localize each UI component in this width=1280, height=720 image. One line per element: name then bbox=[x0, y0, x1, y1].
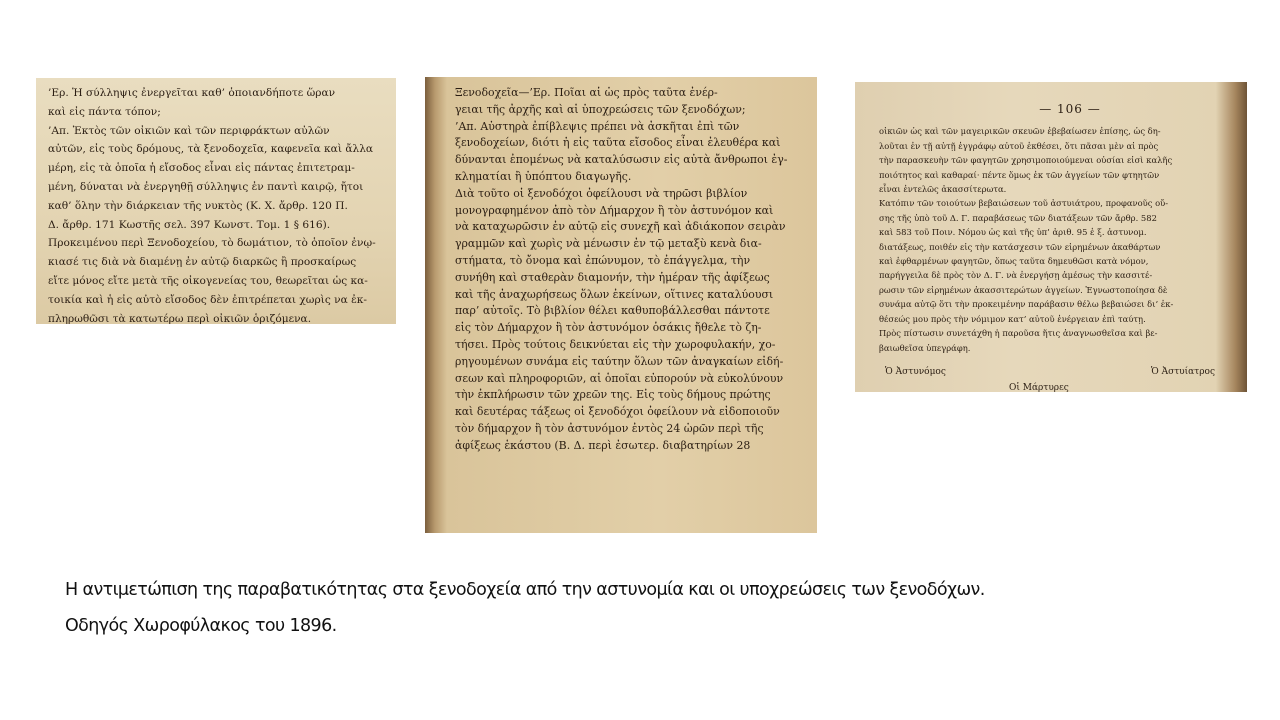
text-line: παρήγγειλα δὲ πρὸς τὸν Δ. Γ. νὰ ἐνεργήσῃ ἀμέσως τὴν κασσιτέ- bbox=[879, 270, 1153, 281]
text-line: κιασέ τις διὰ νὰ διαμένῃ ἐν αὐτῷ διαρκῶς ἢ προσκαίρως bbox=[48, 256, 357, 269]
text-line: εἴτε μόνος εἴτε μετὰ τῆς οἰκογενείας του, θεωρεῖται ὡς κα- bbox=[48, 274, 368, 287]
text-line: μονογραφημένον ἀπὸ τὸν Δήμαρχον ἢ τὸν ἀστυνόμον καὶ bbox=[455, 203, 774, 217]
text-line: ποιότητος καὶ καθαραί· πέντε ὅμως ἐκ τῶν ἀγγείων τῶν φτηητῶν bbox=[879, 169, 1160, 180]
text-line: πληρωθῶσι τὰ κατωτέρω περὶ οἰκιῶν ὁριζόμενα. bbox=[48, 312, 312, 324]
text-line: καὶ δευτέρας τάξεως οἱ ξενοδόχοι ὀφείλουν νὰ εἰδοποιοῦν bbox=[455, 405, 780, 419]
text-line: καὶ 583 τοῦ Ποιν. Νόμου ὡς καὶ τῆς ὑπ’ ἀριθ. 95 ἐ ξ. ἀστυνομ. bbox=[879, 227, 1147, 238]
text-line: εἰς τὸν Δήμαρχον ἢ τὸν ἀστυνόμον ὁσάκις ἤθελε τὸ ζη- bbox=[455, 321, 762, 335]
text-line: συνάμα αὐτῷ ὅτι τὴν προκειμένην παράβασιν θέλω βεβαιώσει δι’ ἐκ- bbox=[879, 299, 1174, 310]
signature-block bbox=[879, 361, 1221, 392]
text-line: Δ. ἄρθρ. 171 Κωστῆς σελ. 397 Κωνστ. Τομ. 1 § 616). bbox=[48, 218, 331, 231]
page-number: — 106 — bbox=[1039, 102, 1101, 116]
text-line: παρ’ αὐτοῖς. Τὸ βιβλίον θέλει καθυποβάλλεσθαι πάντοτε bbox=[455, 304, 770, 318]
text-line: διατάξεως, ποιθέν εἰς τὴν κατάσχεσιν τῶν εἰρημένων ἀκαθάρτων bbox=[879, 241, 1161, 252]
caption-line-2: Οδηγός Χωροφύλακος του 1896. bbox=[65, 616, 337, 636]
text-line: καὶ εἰς πάντα τόπον; bbox=[48, 105, 161, 118]
text-line: καὶ τῆς ἀναχωρήσεως ὅλων ἐκείνων, οἵτινες καταλύουσι bbox=[455, 287, 774, 301]
text-line: δύνανται ἐπομένως νὰ καταλύσωσιν εἰς αὐτὰ ἄνθρωποι ἐγ- bbox=[455, 153, 788, 167]
text-line: Διὰ τοῦτο οἱ ξενοδόχοι ὀφείλουσι νὰ τηρῶσι βιβλίον bbox=[455, 186, 748, 200]
text-line: Ξενοδοχεῖα—’Ερ. Ποῖαι αἱ ὡς πρὸς ταῦτα ἐνέρ- bbox=[455, 86, 718, 99]
text-line: Πρὸς πίστωσιν συνετάχθη ἡ παροῦσα ἥτις ἀναγνωσθεῖσα καὶ βε- bbox=[879, 328, 1158, 339]
text-line: Κατόπιν τῶν τοιούτων βεβαιώσεων τοῦ ἀστυιάτρου, προφανοῦς οὔ- bbox=[879, 198, 1169, 209]
text-line: σης τῆς ὑπὸ τοῦ Δ. Γ. παραβάσεως τῶν διατάξεων τῶν ἄρθρ. 582 bbox=[879, 212, 1157, 223]
text-line: τοικία καὶ ἡ εἰς αὐτὸ εἴσοδος δὲν ἐπιτρέπεται χωρὶς να ἐκ- bbox=[48, 293, 367, 306]
scan-image-middle bbox=[425, 77, 817, 533]
text-line: εἶναι ἐντελῶς ἀκασσίτερωτα. bbox=[879, 184, 1007, 195]
scan-image-left bbox=[36, 78, 396, 324]
text-line: αὐτῶν, εἰς τοὺς δρόμους, τὰ ξενοδοχεῖα, καφενεῖα καὶ ἄλλα bbox=[48, 143, 374, 156]
text-line: στήματα, τὸ ὄνομα καὶ ἐπώνυμον, τὸ ἐπάγγελμα, τὴν bbox=[455, 253, 751, 267]
text-line: Προκειμένου περὶ Ξενοδοχείου, τὸ δωμάτιον, τὸ ὁποῖον ἐνῳ- bbox=[48, 237, 376, 250]
text-line: τὴν παρασκευὴν τῶν φαγητῶν χρησιμοποιούμεναι οὐσίαι εἰσὶ καλῆς bbox=[879, 155, 1173, 166]
text-line: μένη, δύναται νὰ ἐνεργηθῇ σύλληψις ἐν παντὶ καιρῷ, ἤτοι bbox=[48, 180, 364, 193]
text-line: τὴν ἐκπλήρωσιν τῶν χρεῶν της. Εἰς τοὺς δήμους πρώτης bbox=[455, 388, 771, 402]
text-line: ρωσιν τῶν εἰρημένων ἀκασσιτερώτων ἀγγείων. Ἐγνωστοποίησα δὲ bbox=[879, 284, 1168, 295]
signature-center: Οἱ Μάρτυρες bbox=[1009, 382, 1069, 392]
text-line: συνήθη καὶ σταθερὰν διαμονήν, τὴν ἡμέραν τῆς ἀφίξεως bbox=[455, 270, 770, 284]
scan-image-right bbox=[855, 82, 1247, 392]
text-line: ξενοδοχείων, διότι ἡ εἰς ταῦτα εἴσοδος εἶναι ἐλευθέρα καὶ bbox=[455, 136, 781, 150]
text-line: τήσει. Πρὸς τούτοις δεικνύεται εἰς τὴν χωροφυλακήν, χο- bbox=[455, 337, 776, 351]
text-line: λοῦται ἐν τῇ αὐτῇ ἐγγράφῳ αὐτοῦ ἐκθέσει, ὅτι πᾶσαι μὲν αἱ πρὸς bbox=[879, 140, 1159, 151]
text-line: θέσεώς μου πρὸς τὴν νόμιμον κατ’ αὐτοῦ ἐνέργειαν ἐπὶ ταύτῃ. bbox=[879, 313, 1146, 324]
text-line: νὰ καταχωρῶσιν ἐν αὐτῷ εἰς συνεχῆ καὶ ἀδιάκοπον σειρὰν bbox=[455, 220, 786, 234]
text-line: κληματίαι ἢ ὑπόπτου διαγωγῆς. bbox=[455, 169, 632, 183]
signature-left: Ὁ Ἀστυνόμος bbox=[885, 366, 946, 377]
text-line: ’Απ. Ἐκτὸς τῶν οἰκιῶν καὶ τῶν περιφράκτων αὐλῶν bbox=[48, 124, 330, 137]
text-line: βαιωθεῖσα ὑπεγράφη. bbox=[879, 342, 971, 353]
text-line: καθ’ ὅλην τὴν διάρκειαν τῆς νυκτὸς (Κ. Χ. ἄρθρ. 120 Π. bbox=[48, 199, 348, 212]
text-line: τὸν δήμαρχον ἢ τὸν ἀστυνόμον ἐντὸς 24 ὡρῶν περὶ τῆς bbox=[455, 421, 764, 435]
caption-line-1: Η αντιμετώπιση της παραβατικότητας στα ξενοδοχεία από την αστυνομία και οι υποχρεώσεις των ξενοδόχων. bbox=[65, 580, 985, 600]
text-line: ρηγουμένων συνάμα εἰς ταύτην ὅλων τῶν ἀναγκαίων εἰδή- bbox=[455, 354, 784, 368]
text-line: σεων καὶ πληροφοριῶν, αἱ ὁποῖαι εὐπορούν νὰ εὐκολύνουν bbox=[455, 371, 784, 385]
text-line: ἀφίξεως ἑκάστου (Β. Δ. περὶ ἐσωτερ. διαβατηρίων 28 bbox=[455, 438, 751, 452]
text-line: καὶ ἐφθαρμένων φαγητῶν, ὅπως ταῦτα δημευθῶσι κατὰ νόμον, bbox=[879, 256, 1149, 267]
text-line: ’Ερ. Ἡ σύλληψις ἐνεργεῖται καθ’ ὁποιανδήποτε ὥραν bbox=[48, 87, 336, 99]
text-line: οἰκιῶν ὡς καὶ τῶν μαγειρικῶν σκευῶν ἐβεβαίωσεν ἐπίσης, ὡς δη- bbox=[879, 126, 1161, 137]
text-line: γραμμῶν καὶ χωρὶς νὰ μένωσιν ἐν τῷ μεταξὺ κενὰ δια- bbox=[455, 237, 762, 251]
text-line: μέρη, εἰς τὰ ὁποῖα ἡ εἴσοδος εἶναι εἰς πάντας ἐπιτετραμ- bbox=[48, 162, 355, 175]
signature-right: Ὁ Ἀστυίατρος bbox=[1150, 366, 1215, 377]
text-line: ’Απ. Αὐστηρὰ ἐπίβλεψις πρέπει νὰ ἀσκῆται ἐπὶ τῶν bbox=[455, 119, 740, 133]
text-line: γειαι τῆς ἀρχῆς καὶ αἱ ὑποχρεώσεις τῶν ξενοδόχων; bbox=[455, 102, 746, 116]
scan-right-body bbox=[879, 124, 1221, 355]
